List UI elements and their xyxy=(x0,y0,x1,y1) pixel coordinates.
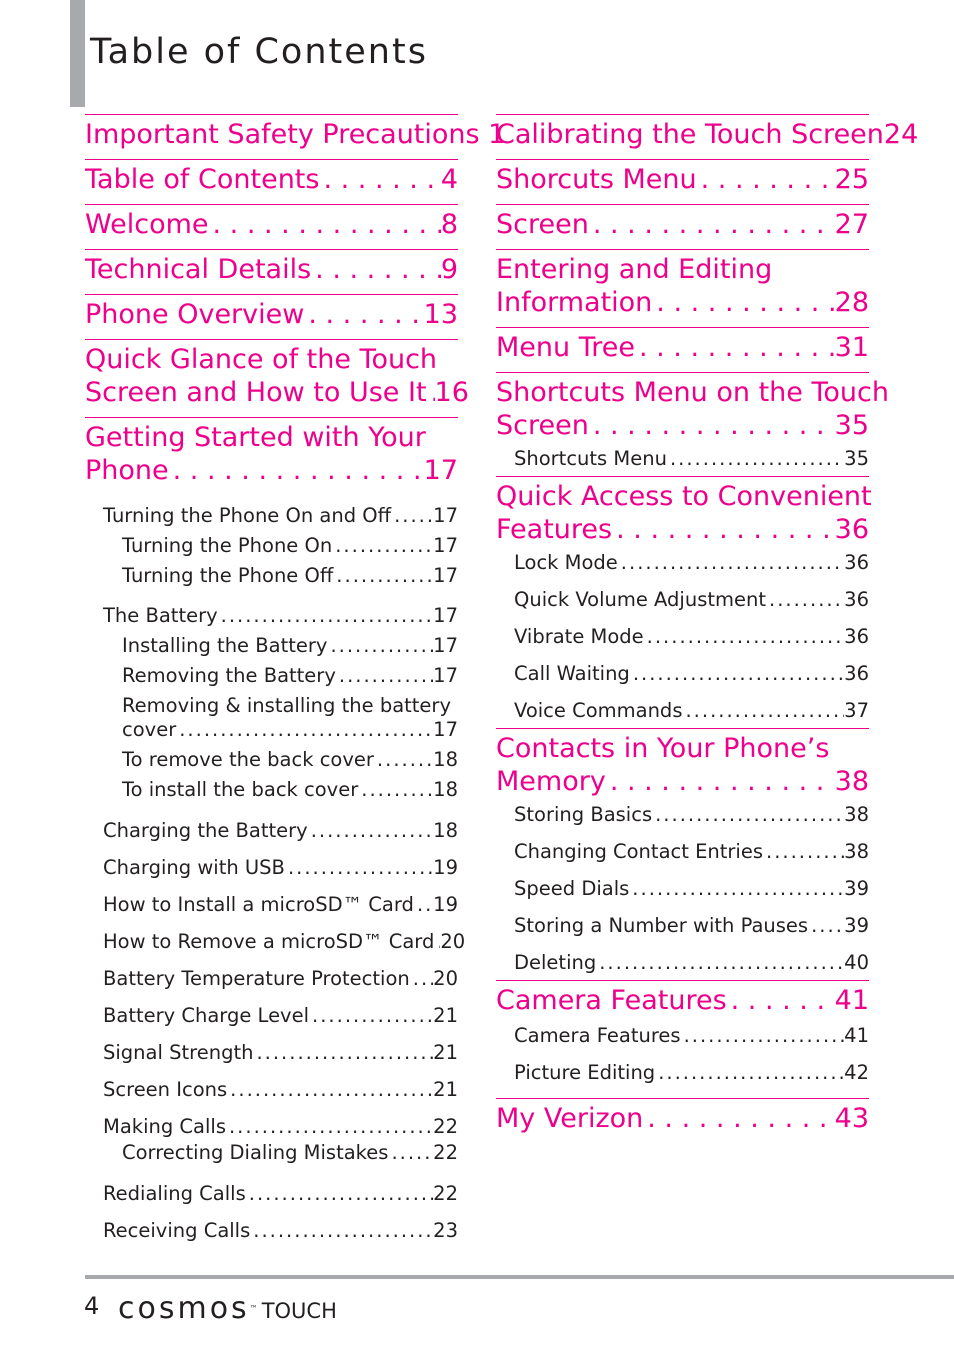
dot-leader xyxy=(643,1102,834,1135)
dot-leader xyxy=(630,661,844,687)
dot-leader xyxy=(414,892,433,918)
dot-leader xyxy=(612,513,835,546)
toc-item[interactable] xyxy=(103,503,458,529)
toc-item[interactable] xyxy=(103,855,458,881)
toc-section-title: Entering and Editing xyxy=(496,254,773,285)
toc-subitems-getting-started xyxy=(85,503,466,1246)
toc-item-title: Quick Volume Adjustment xyxy=(514,588,767,611)
dot-leader xyxy=(589,208,835,241)
toc-page-number: 35 xyxy=(844,447,869,470)
dot-leader xyxy=(644,624,845,650)
toc-item-title: The Battery xyxy=(103,604,218,627)
toc-section-my-verizon[interactable] xyxy=(496,1098,869,1143)
toc-item-title: Removing & installing the battery xyxy=(122,694,451,717)
toc-item-title: Removing the Battery xyxy=(122,664,336,687)
toc-page-number: 18 xyxy=(433,819,458,842)
dot-leader xyxy=(227,1077,433,1103)
toc-page-number: 9 xyxy=(440,254,458,285)
toc-section-quick-glance[interactable] xyxy=(85,339,469,417)
page-title: Table of Contents xyxy=(90,32,428,72)
toc-subitems-camera xyxy=(496,1021,869,1092)
toc-item[interactable] xyxy=(122,693,458,719)
toc-page-number: 23 xyxy=(433,1219,458,1242)
toc-section-title: My Verizon xyxy=(496,1103,644,1134)
toc-page-number: 17 xyxy=(433,664,458,687)
toc-page-number: 20 xyxy=(440,930,466,953)
toc-item[interactable] xyxy=(103,966,458,992)
toc-item[interactable] xyxy=(122,747,458,773)
toc-item-title: Storing Basics xyxy=(514,803,653,826)
toc-page-number: 17 xyxy=(433,534,458,557)
dot-leader xyxy=(808,913,844,939)
toc-section-title: Phone Overview xyxy=(85,299,305,330)
toc-section-title: Quick Access to Convenient xyxy=(496,481,872,512)
dot-leader xyxy=(766,587,844,613)
toc-item-title: Deleting xyxy=(514,951,597,974)
toc-item-title: Battery Charge Level xyxy=(103,1004,310,1027)
dot-leader xyxy=(629,876,844,902)
toc-page-number: 19 xyxy=(433,893,458,916)
toc-item-title: Redialing Calls xyxy=(103,1182,246,1205)
dot-leader xyxy=(309,1003,433,1029)
toc-page-number: 27 xyxy=(834,209,869,240)
toc-section-quick-access[interactable] xyxy=(496,476,872,554)
toc-section-title: Phone xyxy=(85,455,169,486)
toc-item[interactable] xyxy=(514,587,869,613)
toc-item-title: Charging with USB xyxy=(103,856,285,879)
dot-leader xyxy=(311,253,441,286)
toc-section-shorcuts-menu[interactable] xyxy=(496,159,869,204)
toc-section-title: Contacts in Your Phone’s xyxy=(496,733,830,764)
toc-section-title: Important Safety Precautions 1 xyxy=(85,119,506,150)
toc-page-number: 41 xyxy=(834,985,869,1016)
dot-leader xyxy=(304,298,423,331)
dot-leader xyxy=(226,1114,433,1140)
toc-page-number: 38 xyxy=(834,766,869,797)
dot-leader xyxy=(336,663,433,689)
dot-leader xyxy=(391,503,433,529)
toc-item-title: Camera Features xyxy=(514,1024,681,1047)
toc-page-number: 39 xyxy=(844,914,869,937)
toc-page-number: 18 xyxy=(433,778,458,801)
toc-section-title: Shorcuts Menu xyxy=(496,164,697,195)
toc-page-number: 43 xyxy=(834,1103,869,1134)
toc-page-number: 38 xyxy=(844,803,869,826)
toc-item[interactable] xyxy=(103,1077,458,1103)
toc-page-number: 25 xyxy=(834,164,869,195)
footer-rule xyxy=(85,1275,954,1279)
toc-page-number: 17 xyxy=(433,718,458,741)
toc-item[interactable] xyxy=(122,1140,458,1166)
toc-page-number: 17 xyxy=(423,455,458,486)
toc-page-number: 35 xyxy=(834,410,869,441)
toc-section-title: Table of Contents xyxy=(85,164,320,195)
toc-item[interactable] xyxy=(514,876,869,902)
toc-page-number: 17 xyxy=(433,634,458,657)
toc-item[interactable] xyxy=(103,929,466,955)
toc-page-number: 20 xyxy=(433,967,458,990)
toc-page-number: 21 xyxy=(433,1041,458,1064)
toc-page-number: 17 xyxy=(433,504,458,527)
cosmos-touch-logo xyxy=(118,1291,337,1326)
toc-section-title: Screen xyxy=(496,410,589,441)
toc-item[interactable] xyxy=(122,563,458,589)
toc-item[interactable] xyxy=(122,663,458,689)
toc-section-welcome[interactable] xyxy=(85,204,458,249)
dot-leader xyxy=(606,765,835,798)
dot-leader xyxy=(250,1218,433,1244)
dot-leader xyxy=(388,1140,433,1166)
dot-leader xyxy=(285,855,433,881)
toc-item-title: Screen Icons xyxy=(103,1078,228,1101)
toc-item-title: Vibrate Mode xyxy=(514,625,644,648)
toc-item-title: Installing the Battery xyxy=(122,634,328,657)
toc-page-number: 17 xyxy=(433,604,458,627)
title-side-bar xyxy=(70,0,85,107)
toc-section-title: Quick Glance of the Touch xyxy=(85,344,438,375)
dot-leader xyxy=(358,777,433,803)
toc-page-number: 39 xyxy=(844,877,869,900)
dot-leader xyxy=(209,208,441,241)
dot-leader xyxy=(218,603,434,629)
toc-page-number: 21 xyxy=(433,1078,458,1101)
dot-leader xyxy=(308,818,433,844)
toc-section-menu-tree[interactable] xyxy=(496,327,869,372)
dot-leader xyxy=(374,747,433,773)
toc-section-title: Screen xyxy=(496,209,589,240)
toc-item-title: Call Waiting xyxy=(514,662,630,685)
logo-word: cosmos xyxy=(118,1291,250,1326)
dot-leader xyxy=(319,163,440,196)
toc-page-number: 16 xyxy=(434,377,469,408)
toc-item-title: Speed Dials xyxy=(514,877,630,900)
toc-section-title: Information xyxy=(496,287,653,318)
toc-section-title: Getting Started with Your xyxy=(85,422,426,453)
toc-item-title: Turning the Phone Off xyxy=(122,564,334,587)
dot-leader xyxy=(169,454,424,487)
toc-item[interactable] xyxy=(122,533,458,559)
toc-page-number: 36 xyxy=(844,551,869,574)
toc-section-title: Menu Tree xyxy=(496,332,635,363)
toc-item-title: To install the back cover xyxy=(122,778,359,801)
dot-leader xyxy=(246,1181,433,1207)
toc-item-title: Picture Editing xyxy=(514,1061,656,1084)
toc-subitems-quick-access xyxy=(496,548,869,728)
dot-leader xyxy=(427,376,435,409)
toc-item-title: Shortcuts Menu xyxy=(514,447,667,470)
toc-section-overview[interactable] xyxy=(85,294,458,339)
toc-item[interactable] xyxy=(122,717,458,743)
toc-item[interactable] xyxy=(103,1114,458,1140)
toc-section-contacts[interactable] xyxy=(496,728,869,806)
toc-subitems-contacts xyxy=(496,800,869,980)
toc-item[interactable] xyxy=(514,1023,869,1049)
dot-leader xyxy=(635,331,835,364)
toc-item[interactable] xyxy=(514,950,869,976)
toc-section-title: Welcome xyxy=(85,209,209,240)
toc-item[interactable] xyxy=(514,1060,869,1086)
dot-leader xyxy=(332,533,433,559)
toc-item-title: Correcting Dialing Mistakes xyxy=(122,1141,389,1164)
toc-section-entering[interactable] xyxy=(496,249,869,327)
dot-leader xyxy=(697,163,835,196)
toc-page-number: 28 xyxy=(834,287,869,318)
toc-page-number: 41 xyxy=(844,1024,869,1047)
toc-section-title: Calibrating the Touch Screen24 xyxy=(496,119,919,150)
toc-section-screen[interactable] xyxy=(496,204,869,249)
dot-leader xyxy=(727,984,835,1017)
toc-page-number: 22 xyxy=(433,1141,458,1164)
toc-item[interactable] xyxy=(103,1040,458,1066)
toc-page-number: 36 xyxy=(844,588,869,611)
toc-item[interactable] xyxy=(103,603,458,629)
toc-item-title: Signal Strength xyxy=(103,1041,254,1064)
toc-section-title: Camera Features xyxy=(496,985,727,1016)
toc-item-title: Receiving Calls xyxy=(103,1219,251,1242)
dot-leader xyxy=(589,409,835,442)
toc-item-title: Making Calls xyxy=(103,1115,226,1138)
toc-section-safety[interactable] xyxy=(85,114,506,159)
toc-section-title: Screen and How to Use It xyxy=(85,377,427,408)
dot-leader xyxy=(327,633,433,659)
toc-item[interactable] xyxy=(122,777,458,803)
toc-section-title: Memory xyxy=(496,766,606,797)
toc-item-title: Storing a Number with Pauses xyxy=(514,914,809,937)
logo-suffix: TOUCH xyxy=(261,1299,337,1323)
toc-item-title: To remove the back cover xyxy=(122,748,374,771)
toc-page-number: 37 xyxy=(844,699,869,722)
toc-item[interactable] xyxy=(103,818,458,844)
toc-page-number: 36 xyxy=(834,514,869,545)
toc-item[interactable] xyxy=(103,1218,458,1244)
toc-item[interactable] xyxy=(103,1181,458,1207)
toc-page-number: 17 xyxy=(433,564,458,587)
toc-item[interactable] xyxy=(103,892,458,918)
toc-page-number: 18 xyxy=(433,748,458,771)
toc-section-title: Technical Details xyxy=(85,254,312,285)
toc-section-camera[interactable] xyxy=(496,980,869,1025)
toc-page-number: 42 xyxy=(844,1061,869,1084)
dot-leader xyxy=(763,839,844,865)
toc-item-title: Turning the Phone On xyxy=(122,534,333,557)
toc-page-number: 31 xyxy=(834,332,869,363)
toc-item-title: Turning the Phone On and Off xyxy=(103,504,392,527)
dot-leader xyxy=(176,717,433,743)
dot-leader xyxy=(253,1040,433,1066)
toc-page-number: 22 xyxy=(433,1182,458,1205)
toc-page-number: 8 xyxy=(440,209,458,240)
toc-page-number: 38 xyxy=(844,840,869,863)
dot-leader xyxy=(596,950,844,976)
toc-page-number: 40 xyxy=(844,951,869,974)
toc-section-title: Features xyxy=(496,514,613,545)
logo-trademark: ™ xyxy=(249,1304,258,1313)
toc-page-number: 36 xyxy=(844,625,869,648)
toc-item[interactable] xyxy=(514,839,869,865)
toc-item-title: How to Install a microSD™ Card xyxy=(103,893,414,916)
toc-left-column xyxy=(85,114,506,1246)
toc-section-getting-started[interactable] xyxy=(85,417,458,495)
toc-item[interactable] xyxy=(514,624,869,650)
toc-item-title: How to Remove a microSD™ Card xyxy=(103,930,435,953)
toc-item-title: Voice Commands xyxy=(514,699,683,722)
toc-page-number: 4 xyxy=(440,164,458,195)
dot-leader xyxy=(333,563,433,589)
toc-right-column xyxy=(496,114,919,1143)
toc-item-title: Changing Contact Entries xyxy=(514,840,763,863)
toc-item-title: Battery Temperature Protection xyxy=(103,967,410,990)
toc-item-title: cover xyxy=(122,718,177,741)
toc-item[interactable] xyxy=(103,1003,458,1029)
toc-section-technical[interactable] xyxy=(85,249,458,294)
toc-section-calibrating[interactable] xyxy=(496,114,919,159)
dot-leader xyxy=(410,966,433,992)
page-number: 4 xyxy=(84,1292,100,1320)
dot-leader xyxy=(655,1060,844,1086)
toc-item[interactable] xyxy=(122,633,458,659)
toc-item[interactable] xyxy=(514,698,869,724)
toc-item[interactable] xyxy=(514,913,869,939)
toc-page-number: 21 xyxy=(433,1004,458,1027)
toc-item-title: Lock Mode xyxy=(514,551,618,574)
toc-section-title: Shortcuts Menu on the Touch xyxy=(496,377,889,408)
dot-leader xyxy=(681,1023,845,1049)
dot-leader xyxy=(682,698,844,724)
toc-page-number: 19 xyxy=(433,856,458,879)
toc-section-shortcuts-touch[interactable] xyxy=(496,372,889,450)
toc-page-number: 13 xyxy=(423,299,458,330)
toc-item[interactable] xyxy=(514,661,869,687)
dot-leader xyxy=(652,286,834,319)
toc-page-number: 36 xyxy=(844,662,869,685)
toc-page-number: 22 xyxy=(433,1115,458,1138)
toc-section-contents[interactable] xyxy=(85,159,458,204)
toc-item-title: Charging the Battery xyxy=(103,819,308,842)
